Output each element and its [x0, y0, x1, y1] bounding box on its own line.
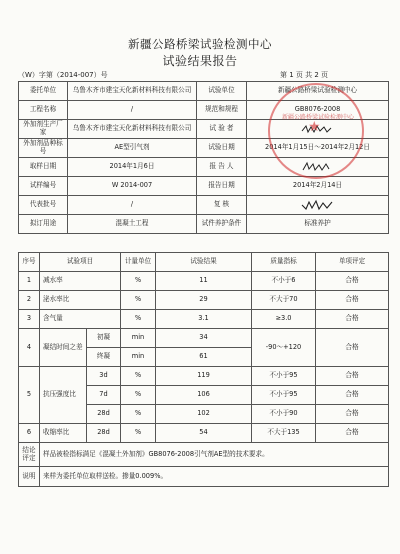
- row-result: 3.1: [156, 310, 252, 329]
- row-unit: %: [121, 310, 156, 329]
- row-subitem: 28d: [87, 405, 121, 424]
- reviewer-label: 复 核: [197, 196, 247, 215]
- report-org-title: 新疆公路桥梁试验检测中心: [128, 37, 272, 51]
- conclusion-value: 样品被检指标满足《混凝土外加剂》GB8076-2008引气剂AE型的技术要求。: [40, 443, 389, 467]
- sample-no-value: W 2014-007: [68, 177, 197, 196]
- row-item: 收缩率比: [40, 424, 87, 443]
- seal-text: 新疆公路桥梁试验检测中心: [282, 114, 355, 121]
- report-date-label: 报告日期: [197, 177, 247, 196]
- table-row: [19, 329, 389, 348]
- row-seq: 6: [19, 424, 40, 443]
- row-item: 含气量: [40, 310, 121, 329]
- spec-value: GB8076-2008: [247, 101, 389, 120]
- row-item: 减水率: [40, 272, 121, 291]
- usage-label: 拟订用途: [19, 215, 68, 234]
- row-result: 11: [156, 272, 252, 291]
- row-subitem: 终凝: [87, 348, 121, 367]
- product-value: AE型引气剂: [68, 139, 197, 158]
- col-result: 试验结果: [156, 253, 252, 272]
- table-row: [19, 158, 389, 177]
- row-evaluation: 合格: [316, 424, 389, 443]
- row-seq: 4: [19, 329, 40, 367]
- signature-icon: [300, 199, 336, 211]
- table-row: [19, 291, 389, 310]
- row-seq: 1: [19, 272, 40, 291]
- row-unit: %: [121, 291, 156, 310]
- row-result: 102: [156, 405, 252, 424]
- col-quality: 质量指标: [252, 253, 316, 272]
- row-subitem: 3d: [87, 367, 121, 386]
- client-label: 委托单位: [19, 82, 68, 101]
- tester-label: 试 验 者: [197, 120, 247, 139]
- row-evaluation: 合格: [316, 272, 389, 291]
- row-unit: %: [121, 272, 156, 291]
- remark-row: [19, 467, 389, 487]
- table-row: [19, 196, 389, 215]
- remark-value: 来样为委托单位取样送检。掺量0.009%。: [40, 467, 389, 487]
- report-date-value: 2014年2月14日: [247, 177, 389, 196]
- table-row: [19, 367, 389, 386]
- conclusion-label: 结论评定: [19, 443, 40, 467]
- testing-org-label: 试验单位: [197, 82, 247, 101]
- row-subitem: 初凝: [87, 329, 121, 348]
- curing-value: 标准养护: [247, 215, 389, 234]
- row-unit: %: [121, 424, 156, 443]
- row-evaluation: 合格: [316, 291, 389, 310]
- maker-label: 外加剂生产厂家: [19, 120, 68, 139]
- usage-value: 混凝土工程: [68, 215, 197, 234]
- page-info: 第 1 页 共 2 页: [280, 71, 329, 79]
- project-value: /: [68, 101, 197, 120]
- project-label: 工程名称: [19, 101, 68, 120]
- row-evaluation: 合格: [316, 367, 389, 386]
- row-quality: 不小于90: [252, 405, 316, 424]
- row-evaluation: 合格: [316, 405, 389, 424]
- row-result: 119: [156, 367, 252, 386]
- testing-org-value: 新疆公路桥梁试验检测中心: [247, 82, 389, 101]
- row-subitem: 7d: [87, 386, 121, 405]
- table-row: [19, 424, 389, 443]
- row-item: 凝结时间之差: [40, 329, 87, 367]
- row-seq: 5: [19, 367, 40, 424]
- signature-icon: [300, 161, 336, 173]
- reporter-signature: [247, 158, 389, 177]
- tester-signature: [247, 120, 389, 139]
- table-row: [19, 272, 389, 291]
- row-evaluation: 合格: [316, 310, 389, 329]
- row-evaluation: 合格: [316, 386, 389, 405]
- col-seq: 序号: [19, 253, 40, 272]
- table-row: [19, 215, 389, 234]
- row-seq: 3: [19, 310, 40, 329]
- table-row: [19, 310, 389, 329]
- row-item: 抗压强度比: [40, 367, 87, 424]
- row-unit: min: [121, 329, 156, 348]
- row-item: 泌水率比: [40, 291, 121, 310]
- row-unit: min: [121, 348, 156, 367]
- curing-label: 试件养护条件: [197, 215, 247, 234]
- col-item: 试验项目: [40, 253, 121, 272]
- row-evaluation: 合格: [316, 329, 389, 367]
- test-date-value: 2014年1月15日～2014年2月12日: [247, 139, 389, 158]
- row-result: 34: [156, 329, 252, 348]
- sample-date-value: 2014年1月6日: [68, 158, 197, 177]
- conclusion-row: [19, 443, 389, 467]
- row-quality: 不大于70: [252, 291, 316, 310]
- reporter-label: 报 告 人: [197, 158, 247, 177]
- reviewer-signature: [247, 196, 389, 215]
- signature-icon: [300, 123, 336, 135]
- row-quality: 不小于95: [252, 386, 316, 405]
- spec-label: 规范和规程: [197, 101, 247, 120]
- maker-value: 乌鲁木齐市建宝天化新材料科技有限公司: [68, 120, 197, 139]
- table-row: [19, 139, 389, 158]
- row-seq: 2: [19, 291, 40, 310]
- document-number: （W）字第（2014-007）号: [18, 71, 108, 79]
- report-title: 试验结果报告: [162, 54, 238, 68]
- remark-label: 说明: [19, 467, 40, 487]
- row-quality: ≥3.0: [252, 310, 316, 329]
- table-row: [19, 120, 389, 139]
- client-value: 乌鲁木齐市建宝天化新材料科技有限公司: [68, 82, 197, 101]
- row-result: 29: [156, 291, 252, 310]
- row-quality: -90～+120: [252, 329, 316, 367]
- table-row: [19, 82, 389, 101]
- product-label: 外加剂品种标号: [19, 139, 68, 158]
- row-quality: 不小于95: [252, 367, 316, 386]
- row-result: 106: [156, 386, 252, 405]
- row-result: 54: [156, 424, 252, 443]
- header-info-table: [18, 81, 389, 234]
- row-unit: %: [121, 386, 156, 405]
- col-evaluation: 单项评定: [316, 253, 389, 272]
- table-header-row: [19, 253, 389, 272]
- batch-label: 代表批号: [19, 196, 68, 215]
- sample-no-label: 试样编号: [19, 177, 68, 196]
- results-table: [18, 252, 389, 487]
- col-unit: 计量单位: [121, 253, 156, 272]
- row-result: 61: [156, 348, 252, 367]
- batch-value: /: [68, 196, 197, 215]
- row-quality: 不小于6: [252, 272, 316, 291]
- row-unit: %: [121, 405, 156, 424]
- sample-date-label: 取样日期: [19, 158, 68, 177]
- test-date-label: 试验日期: [197, 139, 247, 158]
- row-quality: 不大于135: [252, 424, 316, 443]
- table-row: [19, 177, 389, 196]
- row-unit: %: [121, 367, 156, 386]
- row-subitem: 28d: [87, 424, 121, 443]
